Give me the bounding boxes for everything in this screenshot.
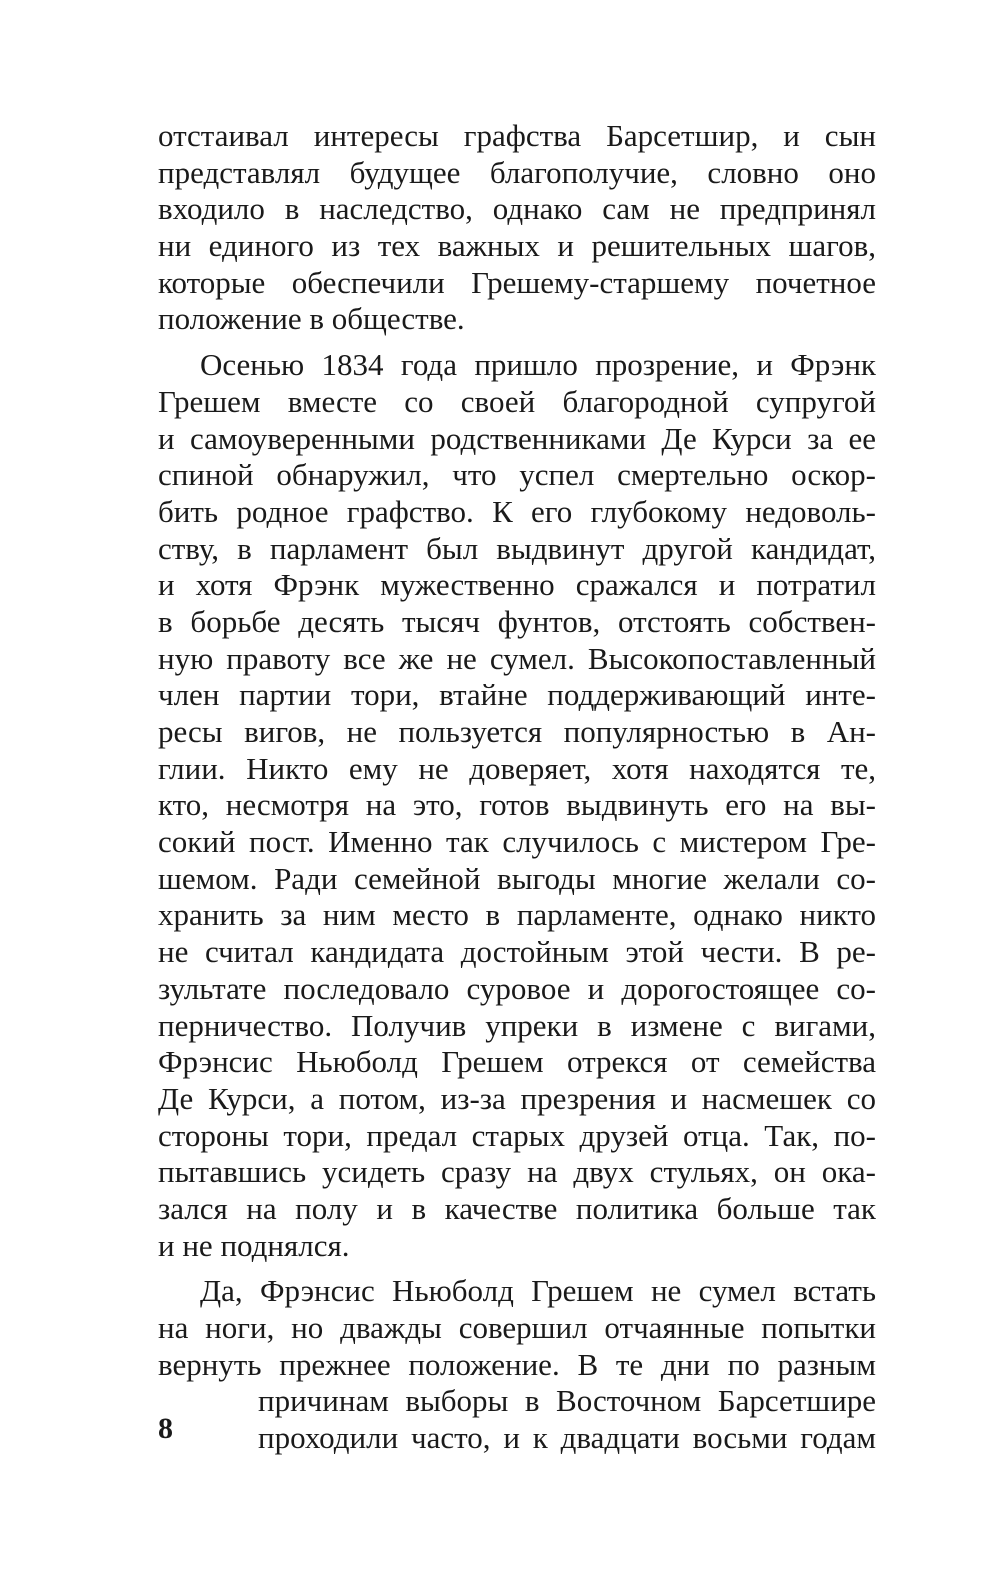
text-line: положение в обществе. <box>158 301 465 337</box>
text-line: причинам выборы в Восточном Барсетшире <box>258 1383 876 1419</box>
text-line: ресы вигов, не пользуется популярностью в Ан- <box>158 714 876 749</box>
text-line: отстаивал интересы графства Барсетшир, и сын <box>158 118 876 153</box>
paragraph-gap <box>158 1264 876 1273</box>
text-line: кто, несмотря на это, готов выдвинуть его на вы- <box>158 787 876 823</box>
text-line: проходили часто, и к двадцати восьми годам <box>258 1420 876 1456</box>
paragraph-gap <box>158 338 876 347</box>
text-line: Осенью 1834 года пришло прозрение, и Фрэнк <box>200 347 876 383</box>
text-line: перничество. Получив упреки в измене с вигами, <box>158 1007 876 1043</box>
text-line: представлял будущее благополучие, словно оно <box>158 154 876 190</box>
text-line: член партии тори, втайне поддерживающий инте- <box>158 677 876 713</box>
text-line: в борьбе десять тысяч фунтов, отстоять собствен- <box>158 603 876 639</box>
paragraph-1 <box>158 118 876 338</box>
text-line: глии. Никто ему не доверяет, хотя находятся те, <box>158 750 876 786</box>
text-line: на ноги, но дважды совершил отчаянные попытки <box>158 1310 876 1345</box>
text-line: стороны тори, предал старых друзей отца. Так, по- <box>158 1117 876 1153</box>
text-line: ству, в парламент был выдвинут другой кандидат, <box>158 530 876 566</box>
text-line: и не поднялся. <box>158 1227 350 1263</box>
text-line: Да, Фрэнсис Ньюболд Грешем не сумел встать <box>200 1273 876 1309</box>
text-line: пытавшись усидеть сразу на двух стульях, он ока- <box>158 1154 876 1190</box>
text-line: бить родное графство. К его глубокому недоволь- <box>158 493 876 529</box>
text-line: сокий пост. Именно так случилось с мистером Гре- <box>158 824 876 860</box>
text-line: хранить за ним место в парламенте, однако никто <box>158 897 876 933</box>
text-line: шемом. Ради семейной выгоды многие желали со- <box>158 860 876 896</box>
text-line: Де Курси, а потом, из-за презрения и насмешек со <box>158 1080 876 1116</box>
page-number: 8 <box>158 1412 173 1445</box>
text-line: и хотя Фрэнк мужественно сражался и потратил <box>158 567 876 603</box>
text-line: зался на полу и в качестве политика больше так <box>158 1190 876 1226</box>
text-line: которые обеспечили Грешему-старшему почетное <box>158 264 876 300</box>
text-line: Фрэнсис Ньюболд Грешем отрекся от семейства <box>158 1044 876 1080</box>
paragraph-2 <box>158 347 876 1264</box>
text-line: Грешем вместе со своей благородной супругой <box>158 383 876 419</box>
text-line: спиной обнаружил, что успел смертельно оскор- <box>158 457 876 493</box>
text-line: зультате последовало суровое и дорогостоящее со- <box>158 970 876 1006</box>
paragraph-3 <box>158 1273 876 1383</box>
text-line: вернуть прежнее положение. В те дни по разным <box>158 1346 876 1382</box>
bottom-lines <box>158 1383 876 1456</box>
text-line: не считал кандидата достойным этой чести. В ре- <box>158 934 876 970</box>
text-line: входило в наследство, однако сам не предпринял <box>158 191 876 227</box>
body-text <box>158 118 876 1457</box>
text-line: ни единого из тех важных и решительных шагов, <box>158 228 876 264</box>
text-line: ную правоту все же не сумел. Высокопоставленный <box>158 640 876 676</box>
text-line: и самоуверенными родственниками Де Курси за ее <box>158 420 876 456</box>
